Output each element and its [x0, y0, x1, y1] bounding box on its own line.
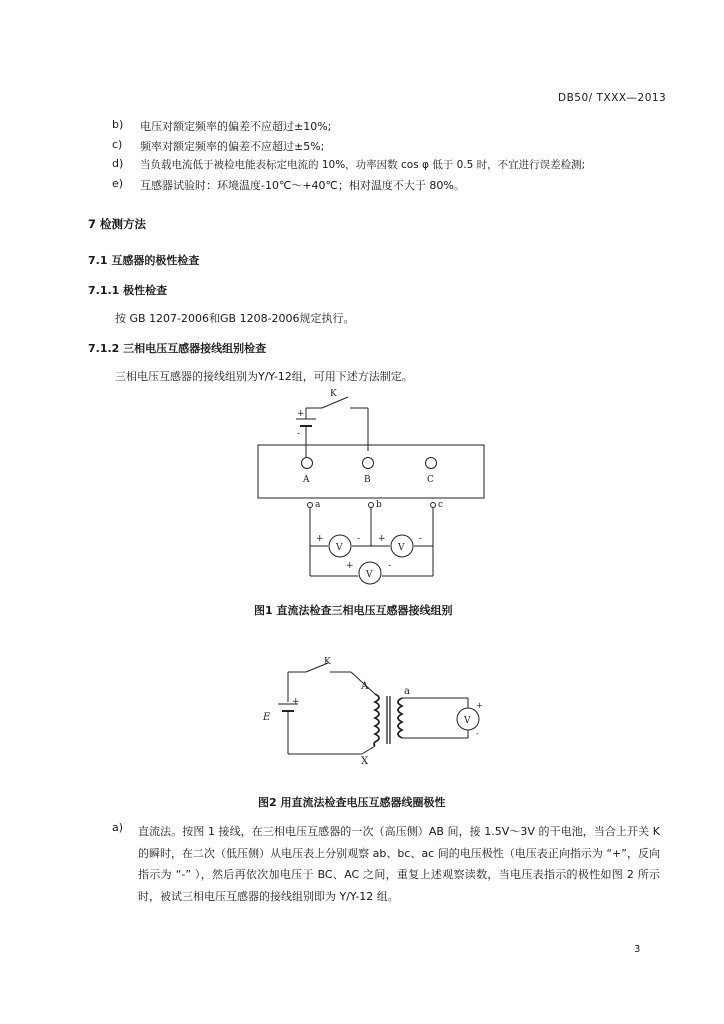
- battery-plus: +: [297, 409, 305, 419]
- voltmeter-bc-label: V: [398, 543, 405, 553]
- source-label: E: [263, 712, 271, 723]
- meter-ac-minus: -: [388, 561, 392, 571]
- list-text: 互感器试验时：环境温度-10℃～+40℃；相对温度不大于 80%。: [140, 179, 465, 192]
- secondary-top-label: a: [404, 686, 410, 697]
- list-text: 频率对额定频率的偏差不应超过±5%;: [140, 140, 325, 153]
- primary-bottom-label: X: [361, 756, 369, 767]
- terminal-c-label: C: [427, 475, 434, 485]
- section-7-1-2-body: 三相电压互感器的接线组别为Y/Y-12组，可用下述方法制定。: [115, 370, 413, 383]
- list-text: 当负载电流低于被检电能表标定电流的 10%，功率因数 cos φ 低于 0.5 时，不宜进行误差检测;: [140, 159, 586, 171]
- terminal-a2-label: a: [315, 500, 321, 510]
- terminal-a-label: A: [303, 475, 310, 485]
- list-item: [0, 177, 724, 191]
- list-item: [0, 157, 724, 171]
- figure-1-caption: 图1 直流法检查三相电压互感器接线组别: [254, 604, 453, 617]
- list-item: [0, 118, 724, 132]
- list-marker: b): [112, 118, 124, 131]
- terminal-c-primary: [426, 458, 437, 469]
- terminal-a-secondary: [308, 503, 313, 508]
- meter-bc-minus: -: [419, 534, 423, 544]
- section-7-1-1-body: 按 GB 1207-2006和GB 1208-2006规定执行。: [115, 312, 355, 325]
- meter-ac-plus: +: [346, 561, 354, 571]
- paragraph-a-text: 直流法。按图 1 接线，在三相电压互感器的一次（高压侧）AB 间，接 1.5V～3V 的干电池，当合上开关 K 的瞬时，在二次（低压侧）从电压表上分别观察 ab、bc、ac 间的电压极性（电压表正向指示为 “+”，反向指示为 “-” ），然后再依次加电压于 BC、AC 之间，重复上述观察读数，当电压表指示的极性如图 2 所示时，被试三相电压互感器的接线组别即为 Y/Y-12 组。: [138, 825, 660, 903]
- primary-top-label: A: [361, 681, 369, 692]
- meter-bc-plus: +: [378, 534, 386, 544]
- section-7-1-1-heading: 7.1.1 极性检查: [88, 284, 168, 297]
- list-item: [0, 138, 724, 152]
- voltmeter-ab-label: V: [336, 543, 343, 553]
- primary-coil: [374, 694, 379, 746]
- voltmeter-label: V: [464, 716, 471, 726]
- meter-ab-plus: +: [316, 534, 324, 544]
- list-marker: c): [112, 138, 123, 151]
- section-7-1-2-heading: 7.1.2 三相电压互感器接线组别检查: [88, 342, 267, 355]
- figure-2-caption: 图2 用直流法检查电压互感器线圈极性: [258, 796, 446, 809]
- secondary-coil: [398, 698, 402, 738]
- terminal-a-primary: [302, 458, 313, 469]
- terminal-b-secondary: [369, 503, 374, 508]
- switch-label: K: [330, 389, 337, 399]
- list-text: 电压对额定频率的偏差不应超过±10%;: [140, 120, 332, 133]
- battery-plus: +: [292, 697, 300, 707]
- meter-ab-minus: -: [357, 534, 361, 544]
- section-7-1-heading: 7.1 互感器的极性检查: [88, 254, 200, 267]
- terminal-b-label: B: [364, 475, 371, 485]
- transformer-box: [258, 445, 484, 498]
- section-7-heading: 7 检测方法: [88, 217, 147, 231]
- terminal-b2-label: b: [376, 500, 382, 510]
- switch-label: K: [324, 657, 331, 667]
- voltmeter-ac-label: V: [366, 570, 373, 580]
- terminal-c2-label: c: [438, 500, 444, 510]
- list-marker: e): [112, 177, 124, 190]
- document-id-header: DB50/ TXXX—2013: [558, 92, 667, 104]
- terminal-c-secondary: [431, 503, 436, 508]
- meter-minus: -: [476, 729, 479, 738]
- battery-minus: -: [297, 429, 301, 439]
- page-number: 3: [634, 944, 641, 955]
- paragraph-a-marker: a): [112, 821, 124, 834]
- figure-1-circuit: [250, 386, 490, 586]
- meter-plus: +: [476, 701, 483, 710]
- list-marker: d): [112, 157, 124, 170]
- terminal-b-primary: [363, 458, 374, 469]
- figure-2-circuit: [258, 654, 498, 774]
